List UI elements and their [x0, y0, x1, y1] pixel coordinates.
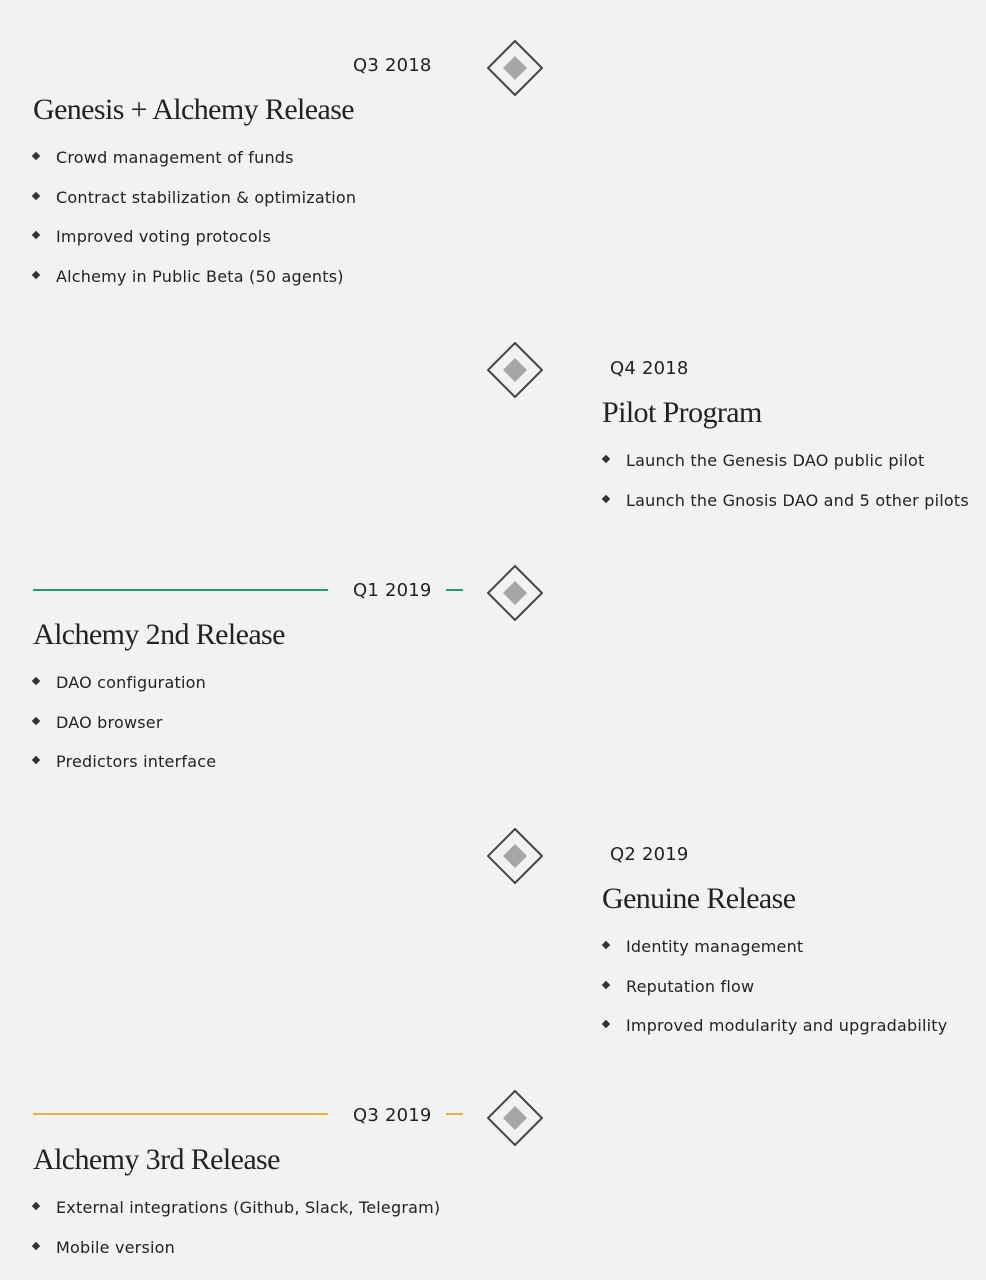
milestone-title: Pilot Program	[602, 396, 762, 429]
milestone-title: Genesis + Alchemy Release	[33, 93, 354, 126]
milestone-items	[600, 450, 969, 529]
milestone-date: Q1 2019	[353, 580, 432, 601]
milestone-title: Genuine Release	[602, 882, 796, 915]
diamond-bullet-icon	[31, 230, 41, 240]
list-item: Improved voting protocols	[30, 226, 356, 266]
milestone-items	[600, 936, 947, 1055]
timeline-accent-rule	[33, 1113, 328, 1115]
list-item: DAO configuration	[30, 672, 216, 712]
list-item: Alchemy in Public Beta (50 agents)	[30, 266, 356, 306]
milestone-title: Alchemy 3rd Release	[33, 1143, 280, 1176]
list-item: Predictors interface	[30, 751, 216, 791]
diamond-bullet-icon	[31, 1241, 41, 1251]
diamond-bullet-icon	[31, 755, 41, 765]
diamond-bullet-icon	[31, 151, 41, 161]
milestone-items	[30, 1197, 440, 1276]
list-item: Launch the Gnosis DAO and 5 other pilots	[600, 490, 969, 530]
list-item: Launch the Genesis DAO public pilot	[600, 450, 969, 490]
diamond-bullet-icon	[31, 676, 41, 686]
timeline-accent-tick	[446, 589, 463, 591]
diamond-bullet-icon	[601, 454, 611, 464]
diamond-bullet-icon	[601, 1019, 611, 1029]
list-item: Crowd management of funds	[30, 147, 356, 187]
diamond-bullet-icon	[31, 270, 41, 280]
diamond-bullet-icon	[31, 191, 41, 201]
milestone-items	[30, 147, 356, 305]
list-item: Identity management	[600, 936, 947, 976]
list-item: Mobile version	[30, 1237, 440, 1277]
milestone-date: Q3 2019	[353, 1105, 432, 1126]
timeline-accent-rule	[33, 589, 328, 591]
diamond-bullet-icon	[31, 716, 41, 726]
milestone-date: Q2 2019	[610, 844, 689, 865]
diamond-bullet-icon	[601, 980, 611, 990]
list-item: DAO browser	[30, 712, 216, 752]
list-item: External integrations (Github, Slack, Telegram)	[30, 1197, 440, 1237]
list-item: Improved modularity and upgradability	[600, 1015, 947, 1055]
timeline-marker-icon	[487, 828, 543, 884]
diamond-bullet-icon	[601, 494, 611, 504]
timeline-marker-icon	[487, 342, 543, 398]
milestone-date: Q3 2018	[353, 55, 432, 76]
milestone-date: Q4 2018	[610, 358, 689, 379]
milestone-title: Alchemy 2nd Release	[33, 618, 285, 651]
diamond-bullet-icon	[601, 940, 611, 950]
diamond-bullet-icon	[31, 1201, 41, 1211]
timeline-marker-icon	[487, 565, 543, 621]
list-item: Contract stabilization & optimization	[30, 187, 356, 227]
timeline-marker-icon	[487, 1090, 543, 1146]
milestone-items	[30, 672, 216, 791]
list-item: Reputation flow	[600, 976, 947, 1016]
timeline-accent-tick	[446, 1113, 463, 1115]
timeline-marker-icon	[487, 40, 543, 96]
